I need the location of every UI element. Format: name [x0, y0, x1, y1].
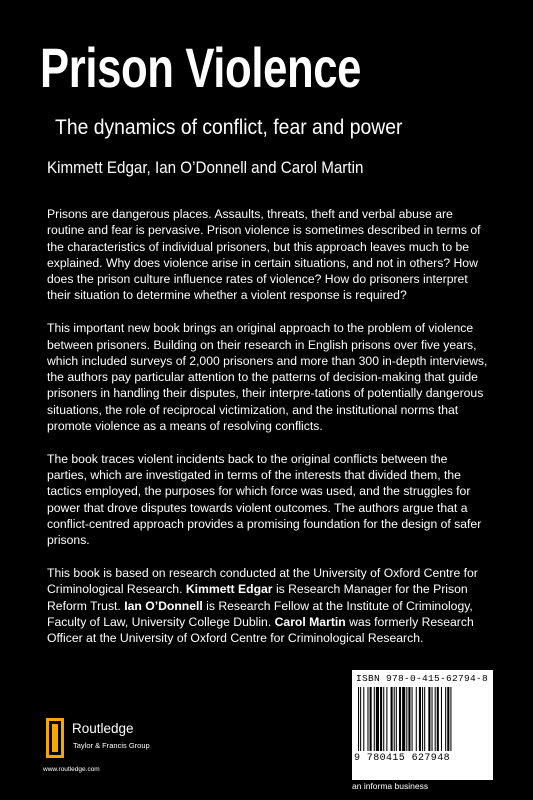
publisher-group: Taylor & Francis Group: [73, 741, 150, 750]
book-title: Prison Violence: [40, 36, 362, 99]
blurb-paragraph-2: This important new book brings an original approach to the problem of violence between prisoners. Building on their research in English prisons over five years, which included surveys of 2,000 prisoners and more than 300 in-depth interviews, the authors pay particular attention to the patterns of decision-making that guide prisoners in handling their disputes, their interpre-tations of potentially dangerous situations, the role of reciprocal victimization, and the institutional norms that promote violence as a means of resolving conflicts.: [47, 321, 488, 434]
bio-role-1: is Research Manager for the Prison Reform Trust.: [47, 582, 468, 613]
routledge-logo-icon: [46, 718, 64, 758]
ean-digits: 9 780415 627948: [354, 753, 451, 764]
publisher-name: Routledge: [72, 721, 134, 736]
publisher-tagline: an informa business: [352, 781, 429, 791]
book-subtitle: The dynamics of conflict, fear and power: [55, 115, 403, 139]
bio-name-2: Ian O’Donnell: [124, 598, 203, 613]
bio-role-3: was formerly Research Officer at the University of Oxford Centre for Criminological Research.: [47, 615, 474, 646]
bio-name-3: Carol Martin: [274, 615, 346, 630]
bio-intro: This book is based on research conducted at the University of Oxford Centre for Criminological Research.: [47, 566, 478, 597]
blurb-text: [47, 206, 489, 663]
publisher-website: www.routledge.com: [43, 766, 100, 773]
bio-name-1: Kimmett Edgar: [185, 582, 273, 597]
blurb-paragraph-1: Prisons are dangerous places. Assaults, threats, theft and verbal abuse are routine and fear is pervasive. Prison violence is sometimes described in terms of the characteristics of individual prisoners, but this approach leaves much to be explained. Why does violence arise in certain situations, and not in others? How does the prison culture influence rates of violence? How do prisoners interpret their situation to determine whether a violent response is required?: [47, 207, 481, 303]
book-authors: Kimmett Edgar, Ian O’Donnell and Carol Martin: [47, 159, 364, 177]
blurb-paragraph-3: The book traces violent incidents back to the original conflicts between the parties, which are investigated in terms of the interests that divided them, the tactics employed, the purposes for which force was used, and the struggles for power that drove disputes towards violent outcomes. The authors argue that a conflict-centred approach provides a promising foundation for the design of safer prisons.: [47, 451, 482, 548]
author-bios: [47, 565, 489, 646]
barcode-image: [358, 687, 486, 751]
isbn-text: ISBN 978-0-415-62794-8: [356, 673, 489, 684]
bio-role-2: is Research Fellow at the Institute of Criminology, Faculty of Law, University College Dublin.: [47, 598, 473, 630]
